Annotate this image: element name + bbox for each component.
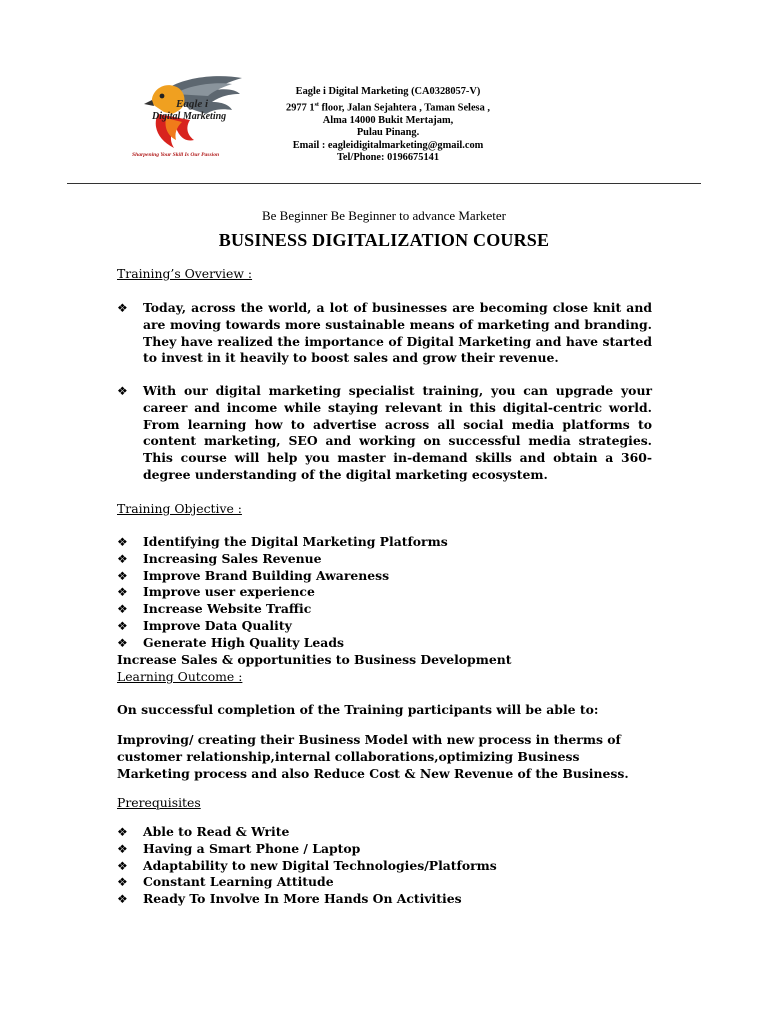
phone-line: Tel/Phone: 0196675141 [336, 152, 440, 164]
diamond-bullet-icon: ❖ [117, 301, 128, 315]
outcome-heading: Learning Outcome : [117, 669, 243, 684]
overview-paragraph-text: Today, across the world, a lot of businesses are becoming close knit and are moving towards more sustainable means of marketing and branding. They have realized the importance of Digital Marketing and have started to invest in it heavily to boost sales and grow their revenue. [143, 300, 652, 366]
list-item: ❖ Constant Learning Attitude [117, 874, 334, 890]
diamond-bullet-icon: ❖ [117, 825, 128, 839]
diamond-bullet-icon: ❖ [117, 618, 128, 633]
outcome-text: Improving/ creating their Business Model with new process in therms of customer relationship,internal collaborations,optimizing Business Marketing process and also Reduce Cost & New Revenue of the Business. [117, 732, 629, 781]
diamond-bullet-icon: ❖ [117, 635, 128, 650]
diamond-bullet-icon: ❖ [117, 535, 128, 549]
logo-text-top: Eagle i [176, 98, 209, 110]
list-item: ❖ Able to Read & Write [117, 824, 290, 839]
objective-extra-line: Increase Sales & opportunities to Business Development [117, 652, 512, 667]
logo-tagline: Sharpening Your Skill Is Our Passion [132, 152, 220, 158]
diamond-bullet-icon: ❖ [117, 384, 128, 398]
overview-paragraph-text: With our digital marketing specialist training, you can upgrade your career and income while staying relevant in this digital-centric world. From learning how to advertise across all social media platforms to content marketing, SEO and working on successful media strategies. This course will help you master in-demand skills and obtain a 360-degree understanding of the digital marketing ecosystem. [143, 383, 652, 482]
list-item: ❖ Improve Data Quality [117, 617, 292, 633]
list-item: ❖ Ready To Involve In More Hands On Activities [117, 891, 462, 907]
eagle-i-logo [128, 74, 264, 160]
list-item: ❖ Improve user experience [117, 584, 315, 600]
address-line-3: Pulau Pinang. [356, 127, 420, 139]
company-name: Eagle i Digital Marketing (CA0328057-V) [295, 86, 481, 97]
diamond-bullet-icon: ❖ [117, 892, 128, 907]
outcome-intro: On successful completion of the Training participants will be able to: [117, 702, 599, 717]
overview-heading: Training’s Overview : [117, 266, 253, 281]
objective-list [117, 534, 448, 652]
address-line-2: Alma 14000 Bukit Mertajam, [322, 114, 454, 126]
prerequisites-list [117, 824, 497, 908]
list-item: ❖ Improve Brand Building Awareness [117, 567, 390, 583]
diamond-bullet-icon: ❖ [117, 841, 128, 856]
email-line: Email : eagleidigitalmarketing@gmail.com [292, 139, 484, 151]
objective-heading: Training Objective : [117, 501, 242, 516]
list-item: ❖ Adaptability to new Digital Technologies/Platforms [117, 857, 497, 873]
logo-text-bottom: Digital Marketing [152, 111, 227, 122]
page-subtitle: Be Beginner Be Beginner to advance Marketer [261, 208, 507, 223]
company-info [258, 86, 518, 165]
diamond-bullet-icon: ❖ [117, 568, 128, 583]
list-item: ❖ Generate High Quality Leads [117, 634, 344, 650]
diamond-bullet-icon: ❖ [117, 585, 128, 600]
list-item: ❖ Increase Website Traffic [117, 601, 312, 617]
diamond-bullet-icon: ❖ [117, 875, 128, 890]
diamond-bullet-icon: ❖ [117, 602, 128, 617]
list-item: ❖ Having a Smart Phone / Laptop [117, 840, 361, 856]
list-item: ❖ Identifying the Digital Marketing Platforms [117, 534, 448, 549]
diamond-bullet-icon: ❖ [117, 858, 128, 873]
page-title: BUSINESS DIGITALIZATION COURSE [218, 230, 550, 250]
header-divider [67, 183, 701, 184]
diamond-bullet-icon: ❖ [117, 551, 128, 566]
list-item: ❖ Increasing Sales Revenue [117, 550, 322, 566]
prerequisites-heading: Prerequisites [117, 795, 201, 810]
address-line-1: 2977 1st floor, Jalan Sejahtera , Taman Selesa , [286, 101, 490, 114]
